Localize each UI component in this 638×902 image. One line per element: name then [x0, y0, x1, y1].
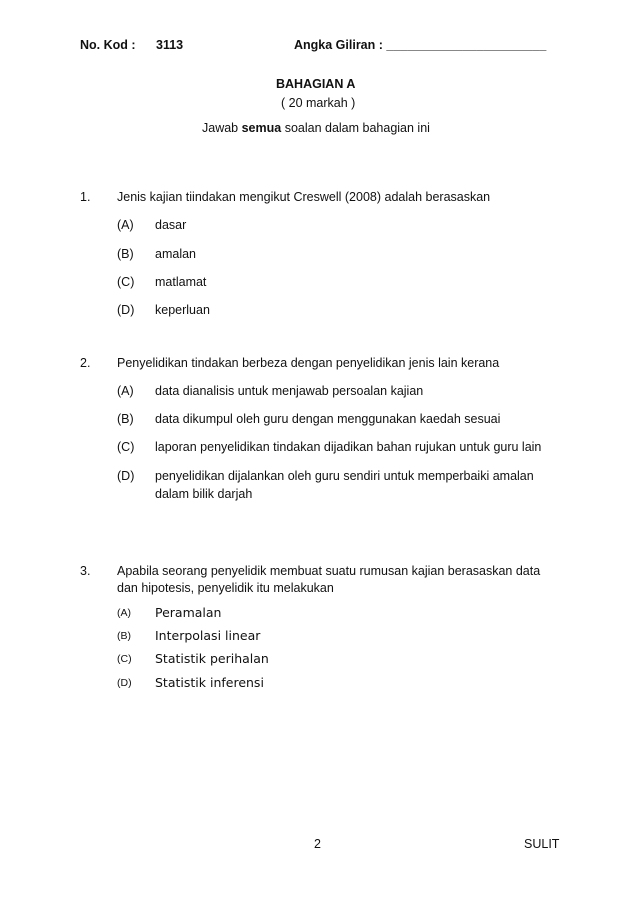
instruction-bold: semua	[241, 121, 282, 135]
option-text: amalan	[155, 247, 196, 261]
page-number: 2	[314, 837, 321, 851]
option-letter: (C)	[117, 653, 132, 665]
angka-giliran-field: Angka Giliran : _______________________	[294, 38, 547, 52]
section-marks: ( 20 markah )	[281, 96, 356, 110]
option-letter: (B)	[117, 412, 134, 426]
option-text: data dianalisis untuk menjawab persoalan kajian	[155, 384, 424, 398]
question-text-continued: dan hipotesis, penyelidik itu melakukan	[117, 581, 334, 595]
option-letter: (B)	[117, 630, 131, 642]
section-instruction	[202, 121, 430, 135]
option-letter: (A)	[117, 607, 131, 619]
option-text: laporan penyelidikan tindakan dijadikan bahan rujukan untuk guru lain	[155, 440, 542, 454]
option-letter: (C)	[117, 440, 135, 454]
option-text: matlamat	[155, 275, 207, 289]
section-title: BAHAGIAN A	[276, 77, 356, 91]
option-text: penyelidikan dijalankan oleh guru sendiri untuk memperbaiki amalan	[155, 469, 534, 483]
classification-label: SULIT	[524, 837, 560, 851]
option-letter: (A)	[117, 218, 134, 232]
option-letter: (D)	[117, 303, 135, 317]
option-letter: (C)	[117, 275, 135, 289]
option-letter: (A)	[117, 384, 134, 398]
option-text: Statistik perihalan	[155, 651, 269, 666]
option-letter: (B)	[117, 247, 134, 261]
option-text: keperluan	[155, 303, 210, 317]
instruction-prefix: Jawab	[202, 121, 242, 135]
kod-label: No. Kod :	[80, 38, 136, 52]
option-text: Statistik inferensi	[155, 675, 264, 690]
question-text: Apabila seorang penyelidik membuat suatu rumusan kajian berasaskan data	[117, 564, 541, 578]
question-number: 1.	[80, 190, 91, 204]
option-letter: (D)	[117, 469, 135, 483]
option-text: Peramalan	[155, 605, 222, 620]
question-text: Penyelidikan tindakan berbeza dengan penyelidikan jenis lain kerana	[117, 356, 500, 370]
option-text: Interpolasi linear	[155, 628, 261, 643]
option-text-continued: dalam bilik darjah	[155, 487, 253, 501]
question-number: 2.	[80, 356, 91, 370]
question-text: Jenis kajian tiindakan mengikut Creswell (2008) adalah berasaskan	[117, 190, 491, 204]
option-letter: (D)	[117, 677, 132, 689]
instruction-suffix: soalan dalam bahagian ini	[281, 121, 430, 135]
option-text: data dikumpul oleh guru dengan menggunakan kaedah sesuai	[155, 412, 501, 426]
kod-value: 3113	[156, 38, 184, 52]
question-number: 3.	[80, 564, 91, 578]
option-text: dasar	[155, 218, 187, 232]
